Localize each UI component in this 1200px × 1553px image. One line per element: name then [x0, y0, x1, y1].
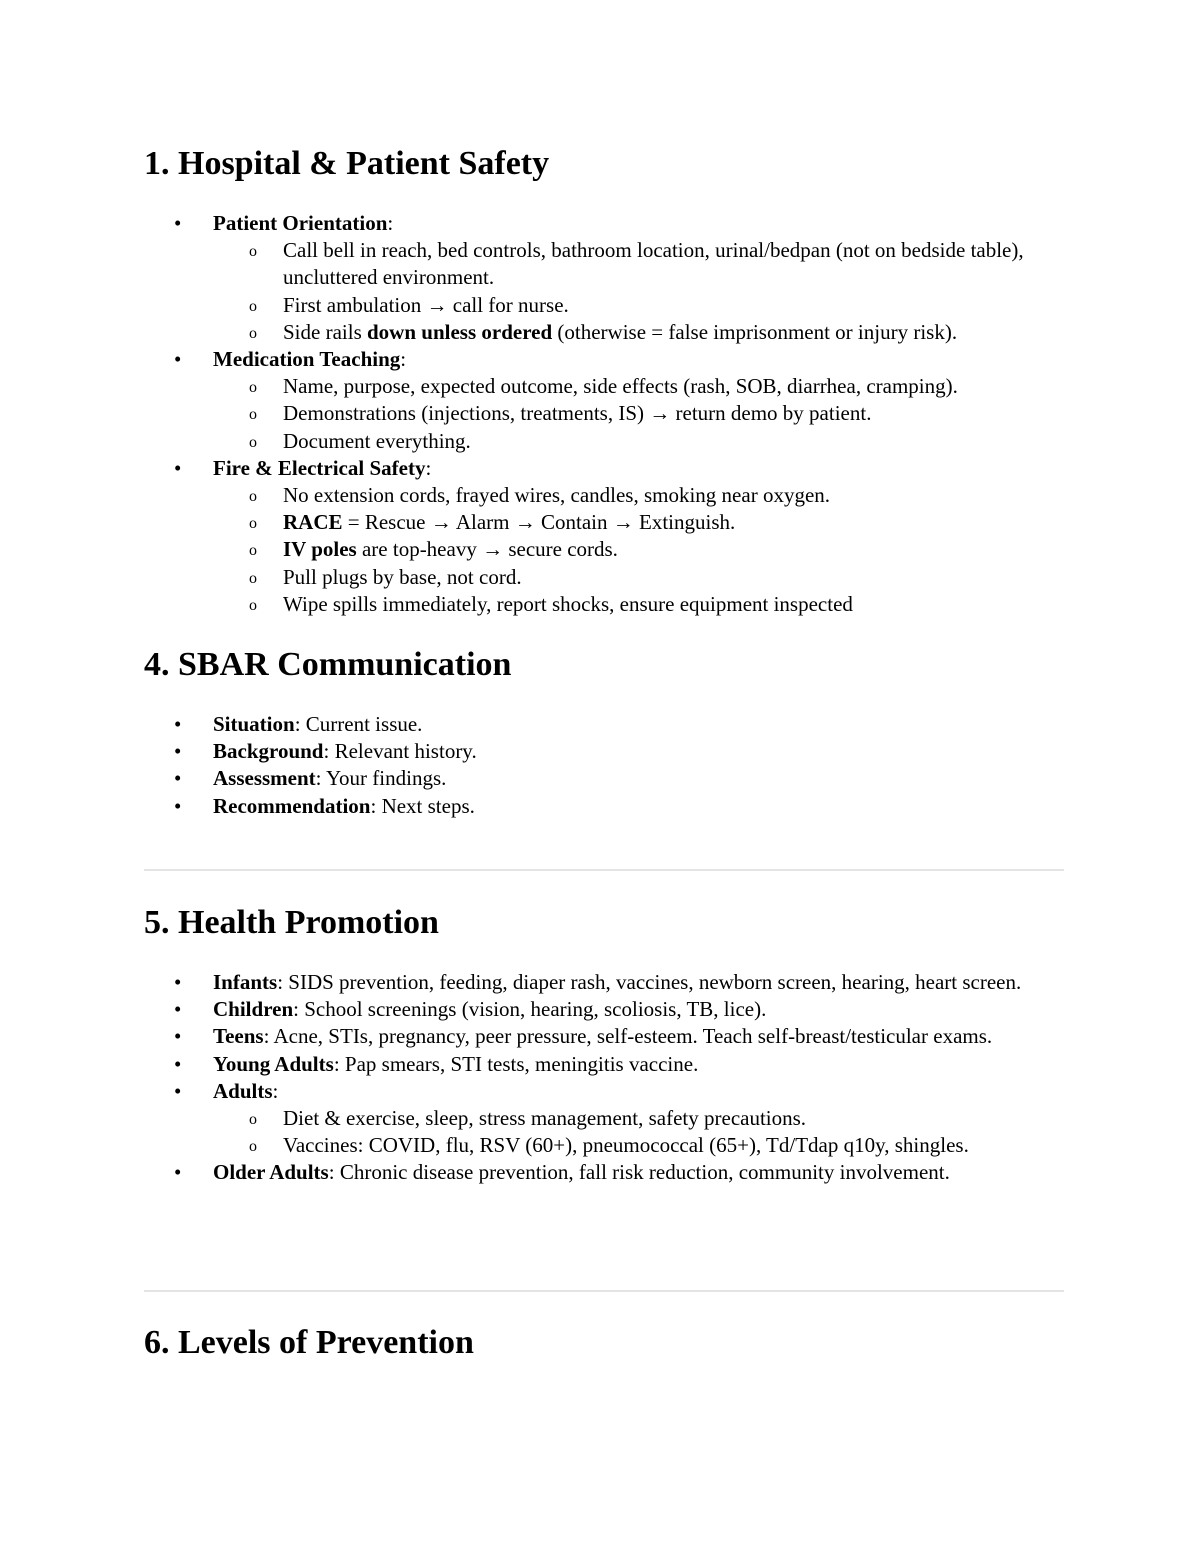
section-hospital-patient-safety: [144, 144, 1064, 618]
sub-list-item: [213, 400, 1064, 427]
item-text: : Current issue.: [294, 712, 423, 736]
sub-item-text: First ambulation → call for nurse.: [283, 292, 569, 317]
item-text: :: [425, 455, 432, 480]
sub-item-emphasis: RACE: [283, 510, 343, 535]
sub-item-text: No extension cords, frayed wires, candles, smoking near oxygen.: [283, 483, 831, 508]
sub-item-text: Demonstrations (injections, treatments, IS) → return demo by patient.: [283, 401, 872, 426]
sub-list: [213, 373, 1064, 455]
list-item: [144, 996, 1064, 1023]
section-health-promotion: [144, 903, 1064, 1187]
sub-list-item: [213, 482, 1064, 509]
sub-list: [213, 482, 1064, 618]
bullet-list: [144, 210, 1064, 618]
item-text: : Acne, STIs, pregnancy, peer pressure, self-esteem. Teach self-breast/testicular exams.: [263, 1024, 993, 1049]
sub-item-text: (otherwise = false imprisonment or injury risk).: [552, 319, 958, 344]
section-heading: 5. Health Promotion: [144, 904, 439, 941]
item-label: Medication Teaching: [213, 347, 401, 372]
sub-list: [213, 1105, 1064, 1159]
horizontal-divider: [144, 869, 1064, 871]
sub-list-item: [213, 536, 1064, 563]
sub-item-text: Pull plugs by base, not cord.: [283, 564, 522, 589]
item-label: Recommendation: [213, 793, 371, 818]
sub-item-emphasis: IV poles: [283, 537, 357, 562]
list-item: [144, 793, 1064, 820]
sub-item-text: Name, purpose, expected outcome, side effects (rash, SOB, diarrhea, cramping).: [283, 374, 958, 399]
horizontal-divider: [144, 1290, 1064, 1292]
list-item: [144, 1051, 1064, 1078]
item-text: : Next steps.: [370, 793, 475, 818]
sub-list-item: [213, 428, 1064, 455]
list-item: [144, 1078, 1064, 1160]
section-levels-of-prevention: [144, 1323, 1064, 1363]
sub-list-item: [213, 319, 1064, 346]
item-text: : School screenings (vision, hearing, scoliosis, TB, lice).: [293, 997, 767, 1022]
sub-item-text: are top-heavy → secure cords.: [356, 537, 618, 562]
list-item: [144, 711, 1064, 738]
item-label: Fire & Electrical Safety: [213, 455, 426, 480]
bullet-list: [144, 969, 1064, 1187]
item-text: :: [400, 347, 407, 372]
item-label: Infants: [213, 970, 278, 994]
section-heading: 6. Levels of Prevention: [144, 1324, 474, 1361]
sub-list-item: [213, 564, 1064, 591]
item-text: : Pap smears, STI tests, meningitis vaccine.: [333, 1051, 699, 1076]
sub-list-item: [213, 373, 1064, 400]
list-item: [144, 455, 1064, 618]
item-label: Young Adults: [213, 1051, 334, 1076]
item-label: Assessment: [213, 766, 316, 791]
list-item: [144, 765, 1064, 792]
sub-item-text: Wipe spills immediately, report shocks, ensure equipment inspected: [283, 591, 853, 616]
sub-item-text: Diet & exercise, sleep, stress management, safety precautions.: [283, 1106, 807, 1131]
sub-item-text: Vaccines: COVID, flu, RSV (60+), pneumococcal (65+), Td/Tdap q10y, shingles.: [283, 1133, 969, 1158]
section-sbar-communication: [144, 645, 1064, 820]
sub-list-item: [213, 1132, 1064, 1159]
item-label: Adults: [213, 1078, 273, 1103]
item-label: Patient Orientation: [213, 211, 388, 235]
list-item: [144, 1023, 1064, 1050]
sub-item-text: Side rails: [283, 319, 367, 344]
list-item: [144, 346, 1064, 455]
item-text: :: [272, 1078, 279, 1103]
list-item: [144, 969, 1064, 996]
item-label: Situation: [213, 712, 295, 736]
sub-item-text: Document everything.: [283, 428, 471, 453]
item-text: : SIDS prevention, feeding, diaper rash, vaccines, newborn screen, hearing, heart screen.: [277, 970, 1022, 994]
item-text: : Chronic disease prevention, fall risk reduction, community involvement.: [328, 1160, 950, 1185]
sub-item-text: Call bell in reach, bed controls, bathroom location, urinal/bedpan (not on bedside table), uncluttered environment.: [283, 238, 1024, 290]
item-label: Older Adults: [213, 1160, 329, 1185]
item-label: Children: [213, 997, 294, 1022]
sub-list-item: [213, 292, 1064, 319]
list-item: [144, 210, 1064, 346]
section-heading: 1. Hospital & Patient Safety: [144, 145, 550, 182]
item-text: :: [387, 211, 394, 235]
sub-list-item: [213, 509, 1064, 536]
item-label: Background: [213, 739, 324, 764]
item-text: : Relevant history.: [323, 739, 477, 764]
sub-list-item: [213, 237, 1064, 291]
item-text: : Your findings.: [315, 766, 447, 791]
item-label: Teens: [213, 1024, 264, 1049]
sub-item-text: = Rescue → Alarm → Contain → Extinguish.: [342, 510, 736, 535]
list-item: [144, 738, 1064, 765]
bullet-list: [144, 711, 1064, 820]
sub-list-item: [213, 1105, 1064, 1132]
sub-list: [213, 237, 1064, 346]
list-item: [144, 1159, 1064, 1186]
sub-item-emphasis: down unless ordered: [367, 319, 553, 344]
sub-list-item: [213, 591, 1064, 618]
section-heading: 4. SBAR Communication: [144, 646, 512, 683]
